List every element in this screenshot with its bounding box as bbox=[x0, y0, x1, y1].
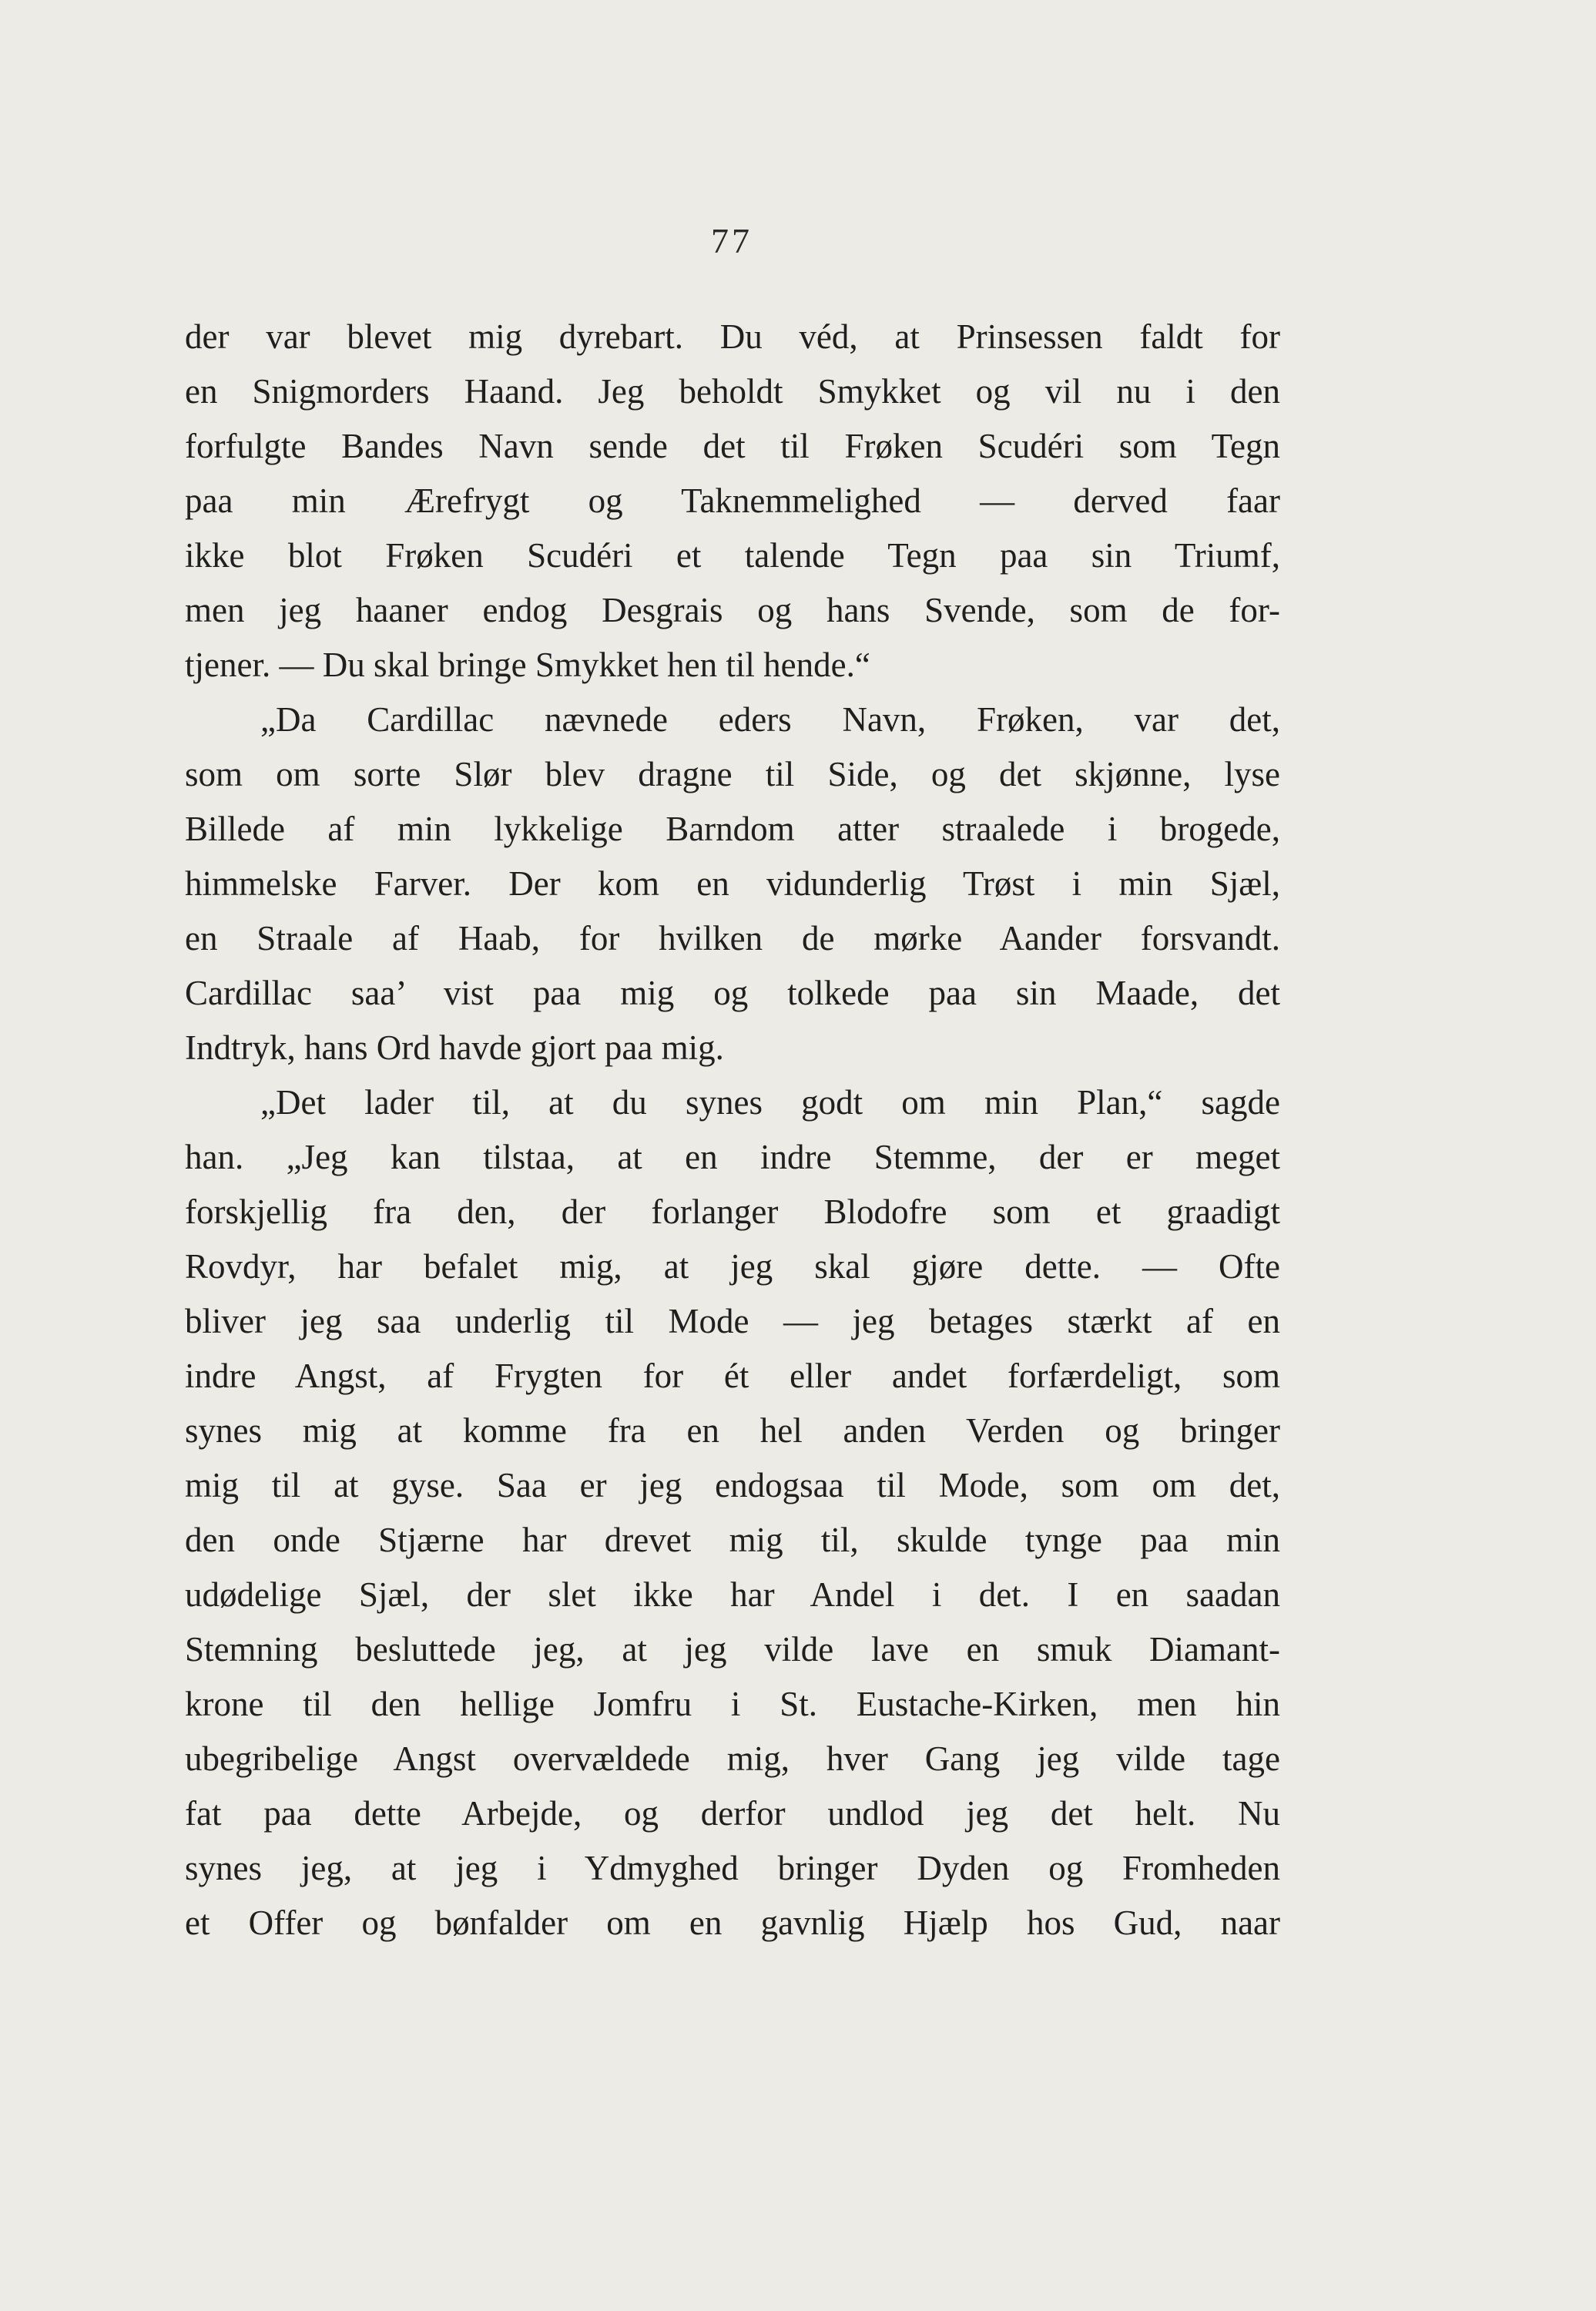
text-line: paa min Ærefrygt og Taknemmelighed — derved faar bbox=[185, 481, 1280, 520]
paragraph bbox=[185, 693, 1280, 1075]
text-line: Stemning besluttede jeg, at jeg vilde lave en smuk Diamant- bbox=[185, 1630, 1280, 1669]
text-line: Billede af min lykkelige Barndom atter straalede i brogede, bbox=[185, 810, 1280, 848]
text-line: „Det lader til, at du synes godt om min Plan,“ sagde bbox=[260, 1083, 1280, 1122]
text-line: han. „Jeg kan tilstaa, at en indre Stemme, der er meget bbox=[185, 1138, 1280, 1176]
text-line: mig til at gyse. Saa er jeg endogsaa til Mode, som om det, bbox=[185, 1466, 1280, 1504]
text-line: krone til den hellige Jomfru i St. Eustache-Kirken, men hin bbox=[185, 1685, 1280, 1723]
text-line: synes jeg, at jeg i Ydmyghed bringer Dyden og Fromheden bbox=[185, 1849, 1280, 1887]
text-line: udødelige Sjæl, der slet ikke har Andel i det. I en saadan bbox=[185, 1575, 1280, 1614]
text-line: forskjellig fra den, der forlanger Blodofre som et graadigt bbox=[185, 1192, 1280, 1231]
text-line: Indtryk, hans Ord havde gjort paa mig. bbox=[185, 1028, 724, 1067]
text-line: indre Angst, af Frygten for ét eller andet forfærdeligt, som bbox=[185, 1357, 1280, 1395]
paragraph bbox=[185, 310, 1280, 693]
text-line: himmelske Farver. Der kom en vidunderlig Trøst i min Sjæl, bbox=[185, 864, 1280, 903]
page-number: 77 bbox=[711, 221, 753, 260]
text-line: ikke blot Frøken Scudéri et talende Tegn paa sin Triumf, bbox=[185, 536, 1280, 575]
text-line: som om sorte Slør blev dragne til Side, og det skjønne, lyse bbox=[185, 755, 1280, 793]
text-line: et Offer og bønfalder om en gavnlig Hjælp hos Gud, naar bbox=[185, 1903, 1280, 1942]
text-line: tjener. — Du skal bringe Smykket hen til hende.“ bbox=[185, 646, 870, 684]
text-line: Rovdyr, har befalet mig, at jeg skal gjøre dette. — Ofte bbox=[185, 1247, 1280, 1286]
text-line: der var blevet mig dyrebart. Du véd, at Prinsessen faldt for bbox=[185, 317, 1280, 356]
text-line: en Straale af Haab, for hvilken de mørke Aander forsvandt. bbox=[185, 919, 1280, 958]
paragraph bbox=[185, 1075, 1280, 1950]
text-line: men jeg haaner endog Desgrais og hans Svende, som de for- bbox=[185, 591, 1280, 629]
text-line: en Snigmorders Haand. Jeg beholdt Smykket og vil nu i den bbox=[185, 372, 1280, 411]
body-text bbox=[185, 310, 1280, 1950]
text-line: Cardillac saa’ vist paa mig og tolkede paa sin Maade, det bbox=[185, 974, 1280, 1012]
text-line: synes mig at komme fra en hel anden Verden og bringer bbox=[185, 1411, 1280, 1450]
text-line: ubegribelige Angst overvældede mig, hver Gang jeg vilde tage bbox=[185, 1739, 1280, 1778]
text-line: den onde Stjærne har drevet mig til, skulde tynge paa min bbox=[185, 1521, 1280, 1559]
text-line: „Da Cardillac nævnede eders Navn, Frøken, var det, bbox=[260, 700, 1280, 739]
text-line: bliver jeg saa underlig til Mode — jeg betages stærkt af en bbox=[185, 1302, 1280, 1340]
text-line: fat paa dette Arbejde, og derfor undlod jeg det helt. Nu bbox=[185, 1794, 1280, 1833]
text-line: forfulgte Bandes Navn sende det til Frøken Scudéri som Tegn bbox=[185, 427, 1280, 465]
